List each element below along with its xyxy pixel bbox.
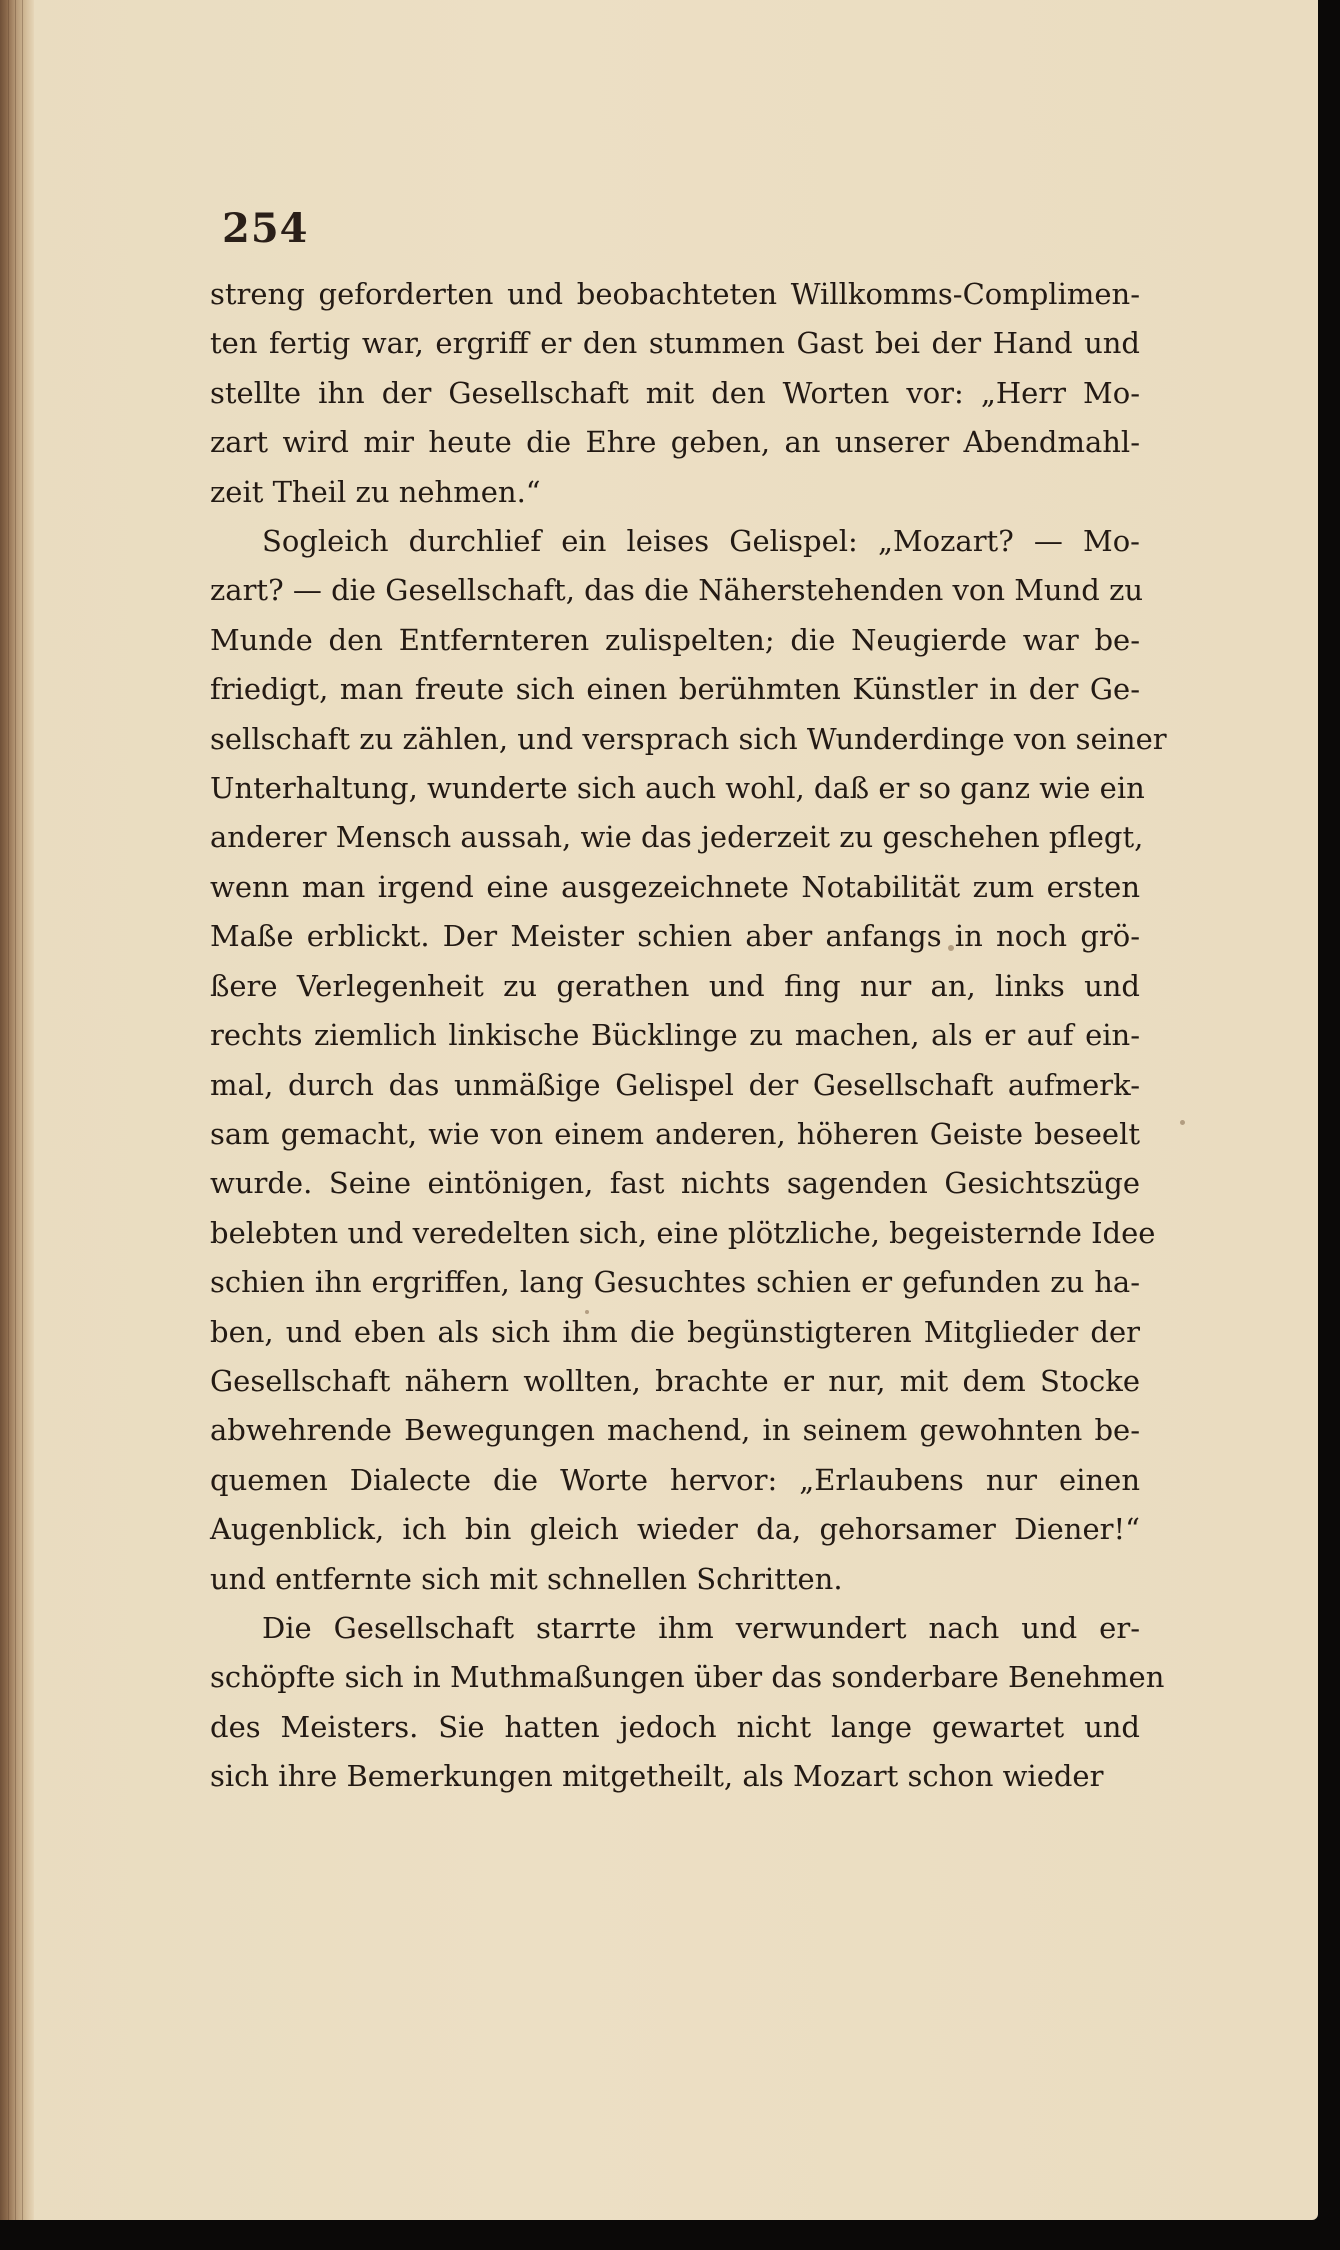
- text-line: streng geforderten und beobachteten Willkomms-Complimen-: [210, 277, 1140, 311]
- text-line: Maße erblickt. Der Meister schien aber anfangs in noch grö-: [210, 919, 1140, 954]
- text-line: Unterhaltung, wunderte sich auch wohl, daß er so ganz wie ein: [210, 771, 1145, 806]
- text-line: ßere Verlegenheit zu gerathen und fing nur an, links und: [210, 968, 1140, 1003]
- text-line: Gesellschaft nähern wollten, brachte er nur, mit dem Stocke: [210, 1363, 1140, 1398]
- text-line: friedigt, man freute sich einen berühmten Künstler in der Ge-: [210, 672, 1140, 707]
- body-text: [210, 270, 1167, 1802]
- text-line: rechts ziemlich linkische Bücklinge zu machen, als er auf ein-: [210, 1018, 1140, 1053]
- text-line: wurde. Seine eintönigen, fast nichts sagenden Gesichtszüge: [210, 1166, 1140, 1201]
- gutter-edge-line: [8, 0, 9, 2220]
- gutter-edge-line: [15, 0, 16, 2220]
- paper-speck: [1180, 1120, 1185, 1125]
- text-line: zeit Theil zu nehmen.“: [210, 474, 541, 509]
- paragraph: [210, 270, 1140, 517]
- text-line: anderer Mensch aussah, wie das jederzeit zu geschehen pflegt,: [210, 820, 1144, 855]
- text-line: zart wird mir heute die Ehre geben, an unserer Abendmahl-: [210, 425, 1140, 460]
- text-line: stellte ihn der Gesellschaft mit den Worten vor: „Herr Mo-: [210, 375, 1140, 410]
- paragraph: [210, 1604, 1165, 1802]
- text-line: sellschaft zu zählen, und versprach sich Wunderdinge von seiner: [210, 721, 1167, 756]
- text-line: des Meisters. Sie hatten jedoch nicht lange gewartet und: [210, 1709, 1140, 1744]
- text-line: sam gemacht, wie von einem anderen, höheren Geiste beseelt: [210, 1116, 1140, 1151]
- page-number: 254: [222, 205, 309, 252]
- text-line: mal, durch das unmäßige Gelispel der Gesellschaft aufmerk-: [210, 1067, 1140, 1102]
- text-line: sich ihre Bemerkungen mitgetheilt, als Mozart schon wieder: [210, 1759, 1104, 1794]
- text-line: schien ihn ergriffen, lang Gesuchtes schien er gefunden zu ha-: [210, 1265, 1140, 1300]
- text-line: Sogleich durchlief ein leises Gelispel: „Mozart? — Mo-: [262, 524, 1140, 559]
- text-line: quemen Dialecte die Worte hervor: „Erlaubens nur einen: [210, 1462, 1140, 1497]
- gutter-edge-line: [22, 0, 23, 2220]
- text-line: ben, und eben als sich ihm die begünstigteren Mitglieder der: [210, 1314, 1140, 1349]
- text-line: Augenblick, ich bin gleich wieder da, gehorsamer Diener!“: [210, 1512, 1140, 1547]
- page-gutter: [0, 0, 34, 2220]
- text-line: zart? — die Gesellschaft, das die Näherstehenden von Mund zu: [210, 573, 1144, 608]
- paragraph: [210, 517, 1167, 1604]
- text-line: und entfernte sich mit schnellen Schritten.: [210, 1561, 843, 1596]
- text-line: wenn man irgend eine ausgezeichnete Notabilität zum ersten: [210, 869, 1140, 904]
- text-line: Die Gesellschaft starrte ihm verwundert nach und er-: [262, 1610, 1140, 1645]
- text-line: ten fertig war, ergriff er den stummen Gast bei der Hand und: [210, 326, 1140, 361]
- text-line: Munde den Entfernteren zulispelten; die Neugierde war be-: [210, 622, 1140, 657]
- text-line: abwehrende Bewegungen machend, in seinem gewohnten be-: [210, 1413, 1140, 1448]
- text-line: belebten und veredelten sich, eine plötzliche, begeisternde Idee: [210, 1215, 1156, 1250]
- text-line: schöpfte sich in Muthmaßungen über das sonderbare Benehmen: [210, 1660, 1165, 1695]
